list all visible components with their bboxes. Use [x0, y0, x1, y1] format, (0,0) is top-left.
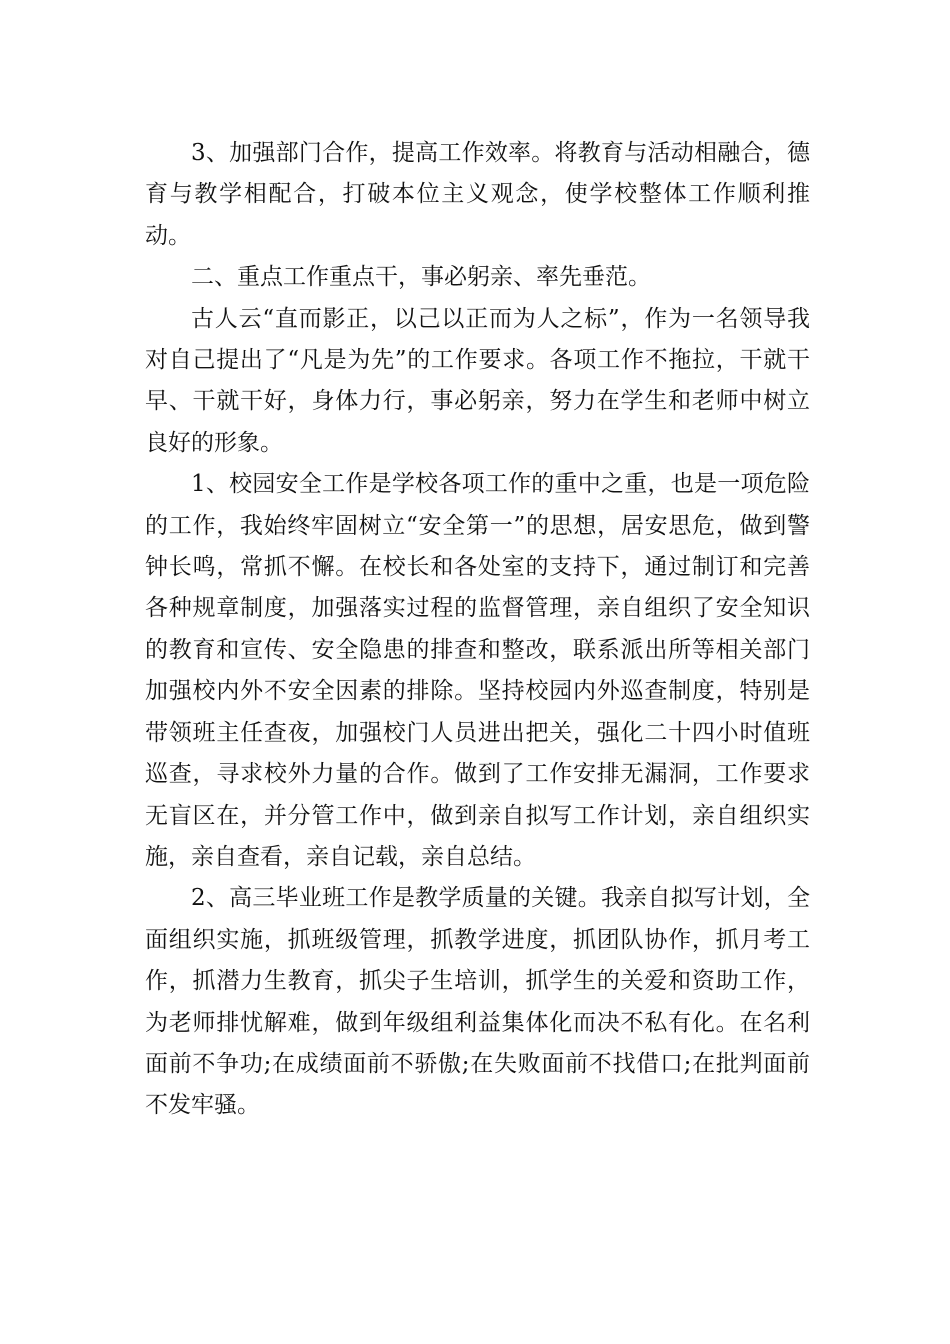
paragraph-graduating-class: 2、高三毕业班工作是教学质量的关键。我亲自拟写计划，全面组织实施，抓班级管理，抓教学进度，抓团队协作，抓月考工作，抓潜力生教育，抓尖子生培训，抓学生的关爱和资助工作，为老师排忧解难，做到年级组利益集体化而决不私有化。在名利面前不争功;在成绩面前不骄傲;在失败面前不找借口;在批判面前不发牢骚。 — [145, 885, 810, 1119]
paragraph-campus-safety: 1、校园安全工作是学校各项工作的重中之重，也是一项危险的工作，我始终牢固树立“安全第一”的思想，居安思危，做到警钟长鸣，常抓不懈。在校长和各处室的支持下，通过制订和完善各种规章制度，加强落实过程的监督管理，亲自组织了安全知识的教育和宣传、安全隐患的排查和整改，联系派出所等相关部门加强校内外不安全因素的排除。坚持校园内外巡查制度，特别是带领班主任查夜，加强校门人员进出把关，强化二十四小时值班巡查，寻求校外力量的合作。做到了工作安排无漏洞，工作要求无盲区在，并分管工作中，做到亲自拟写工作计划，亲自组织实施，亲自查看，亲自记载，亲自总结。 — [145, 471, 810, 870]
section-heading-two: 二、重点工作重点干，事必躬亲、率先垂范。 — [191, 264, 651, 291]
paragraph-leadership: 古人云“直而影正，以己以正而为人之标”，作为一名领导我对自己提出了“凡是为先”的工作要求。各项工作不拖拉，干就干早、干就干好，身体力行，事必躬亲，努力在学生和老师中树立良好的形象。 — [145, 305, 810, 456]
document-body — [145, 133, 810, 1127]
paragraph-cooperation: 3、加强部门合作，提高工作效率。将教育与活动相融合，德育与教学相配合，打破本位主义观念，使学校整体工作顺利推动。 — [145, 140, 810, 249]
